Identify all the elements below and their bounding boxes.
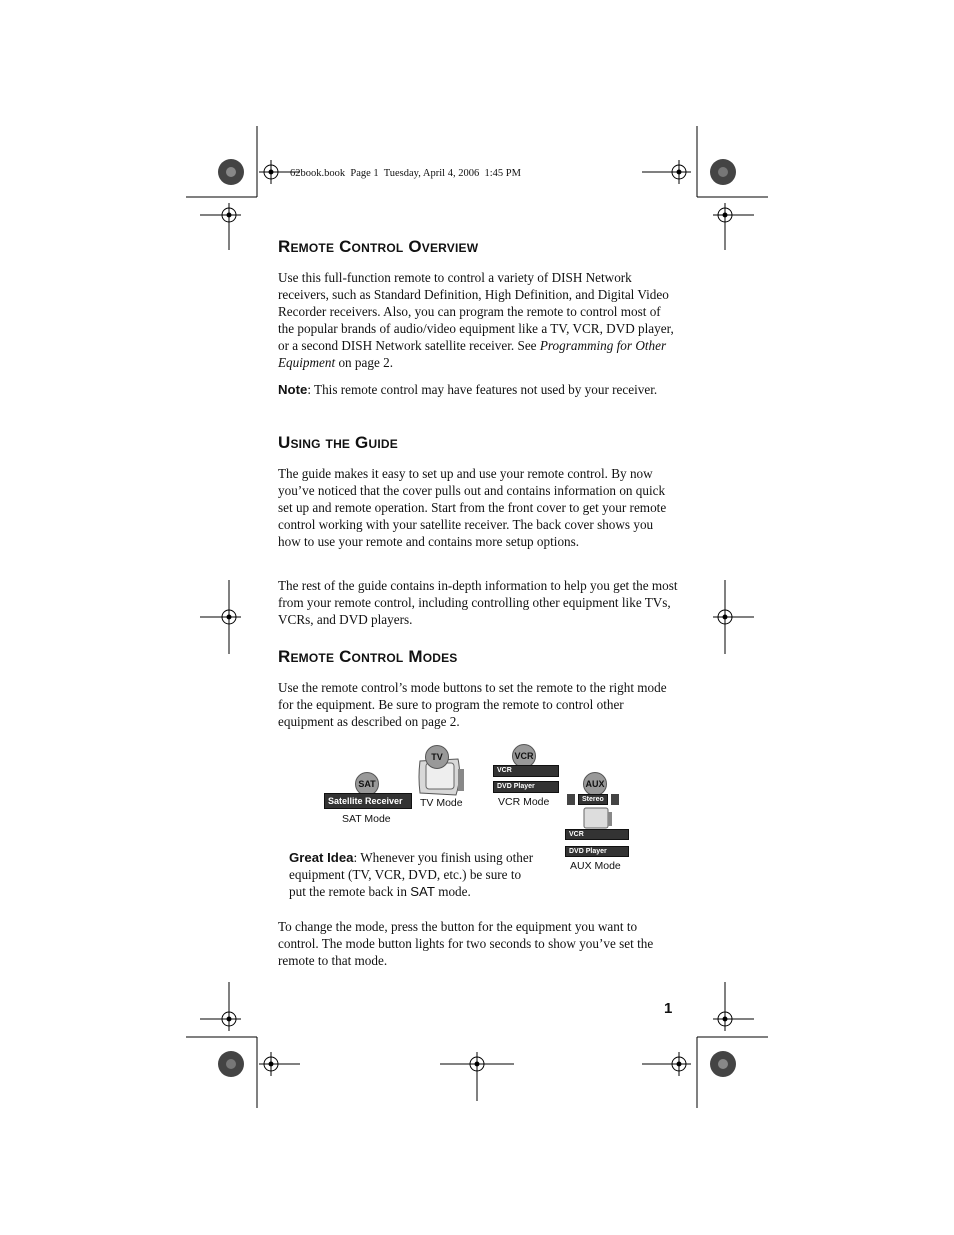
satellite-receiver-icon: Satellite Receiver	[324, 793, 412, 809]
great-idea-tip	[289, 849, 539, 900]
overview-text-2: on page 2.	[335, 355, 394, 370]
overview-text-1: Use this full-function remote to control a variety of DISH Network receivers, such as Standard Definition, High Definition, and Digital Video Recorder receivers. Also, you can program the remote to control most of the popular brands of audio/video equipment like a TV, VCR, DVD player, or a second DISH Network satellite receiver. See	[278, 270, 674, 353]
great-idea-sat: SAT	[410, 884, 435, 899]
sat-mode-button: SAT	[355, 772, 379, 796]
aux-tv-icon	[583, 807, 613, 829]
vcr-mode-caption: VCR Mode	[498, 796, 550, 808]
tv-mode-caption: TV Mode	[420, 797, 463, 809]
dvd-device-icon: DVD Player	[493, 781, 559, 793]
guide-paragraph-2: The rest of the guide contains in-depth information to help you get the most from your remote control, including controlling other equipment like TVs, VCRs, and DVD players.	[278, 578, 678, 627]
overview-paragraph	[278, 269, 678, 371]
overview-note	[278, 381, 678, 398]
vcr-mode-button: VCR	[512, 744, 536, 768]
speaker-right-icon	[611, 794, 619, 805]
guide-paragraph-1: The guide makes it easy to set up and use your remote control. By now you’ve noticed that the cover pulls out and contains information on quick set up and remote operation. Start from the front cover to get your remote control working with your satellite receiver. The back cover shows you how to use your remote and contains more setup options.	[278, 466, 667, 549]
section-title-guide: Using the Guide	[278, 433, 398, 452]
stereo-device-icon: Stereo	[578, 794, 608, 805]
great-idea-text-1: : Whenever you finish using other equipment (TV, VCR, DVD, etc.) be sure to put the remote back in	[289, 850, 534, 899]
note-label: Note	[278, 382, 308, 397]
great-idea-label: Great Idea	[289, 850, 354, 865]
aux-dvd-device-icon: DVD Player	[565, 846, 629, 857]
tv-mode-button: TV	[425, 745, 449, 769]
section-title-modes: Remote Control Modes	[278, 647, 458, 666]
section-title-overview: Remote Control Overview	[278, 237, 479, 256]
sat-mode-caption: SAT Mode	[342, 813, 391, 825]
note-text: : This remote control may have features not used by your receiver.	[307, 382, 658, 397]
aux-mode-caption: AUX Mode	[570, 860, 621, 872]
file-info-header: 62book.book Page 1 Tuesday, April 4, 2006 1:45 PM	[290, 168, 521, 179]
speaker-left-icon	[567, 794, 575, 805]
great-idea-text-2: mode.	[434, 884, 471, 899]
programming-reference: Programming for Other Equipment	[278, 338, 667, 370]
aux-mode-button: AUX	[583, 772, 607, 796]
modes-paragraph-2: To change the mode, press the button for the equipment you want to control. The mode button lights for two seconds to show you’ve set the remote to that mode.	[278, 919, 654, 968]
vcr-device-icon: VCR	[493, 765, 559, 777]
aux-vcr-device-icon: VCR	[565, 829, 629, 840]
modes-paragraph-1: Use the remote control’s mode buttons to set the remote to the right mode for the equipment. Be sure to program the remote to control other equipment as described on page 2.	[278, 680, 667, 729]
page-number: 1	[664, 1000, 673, 1017]
